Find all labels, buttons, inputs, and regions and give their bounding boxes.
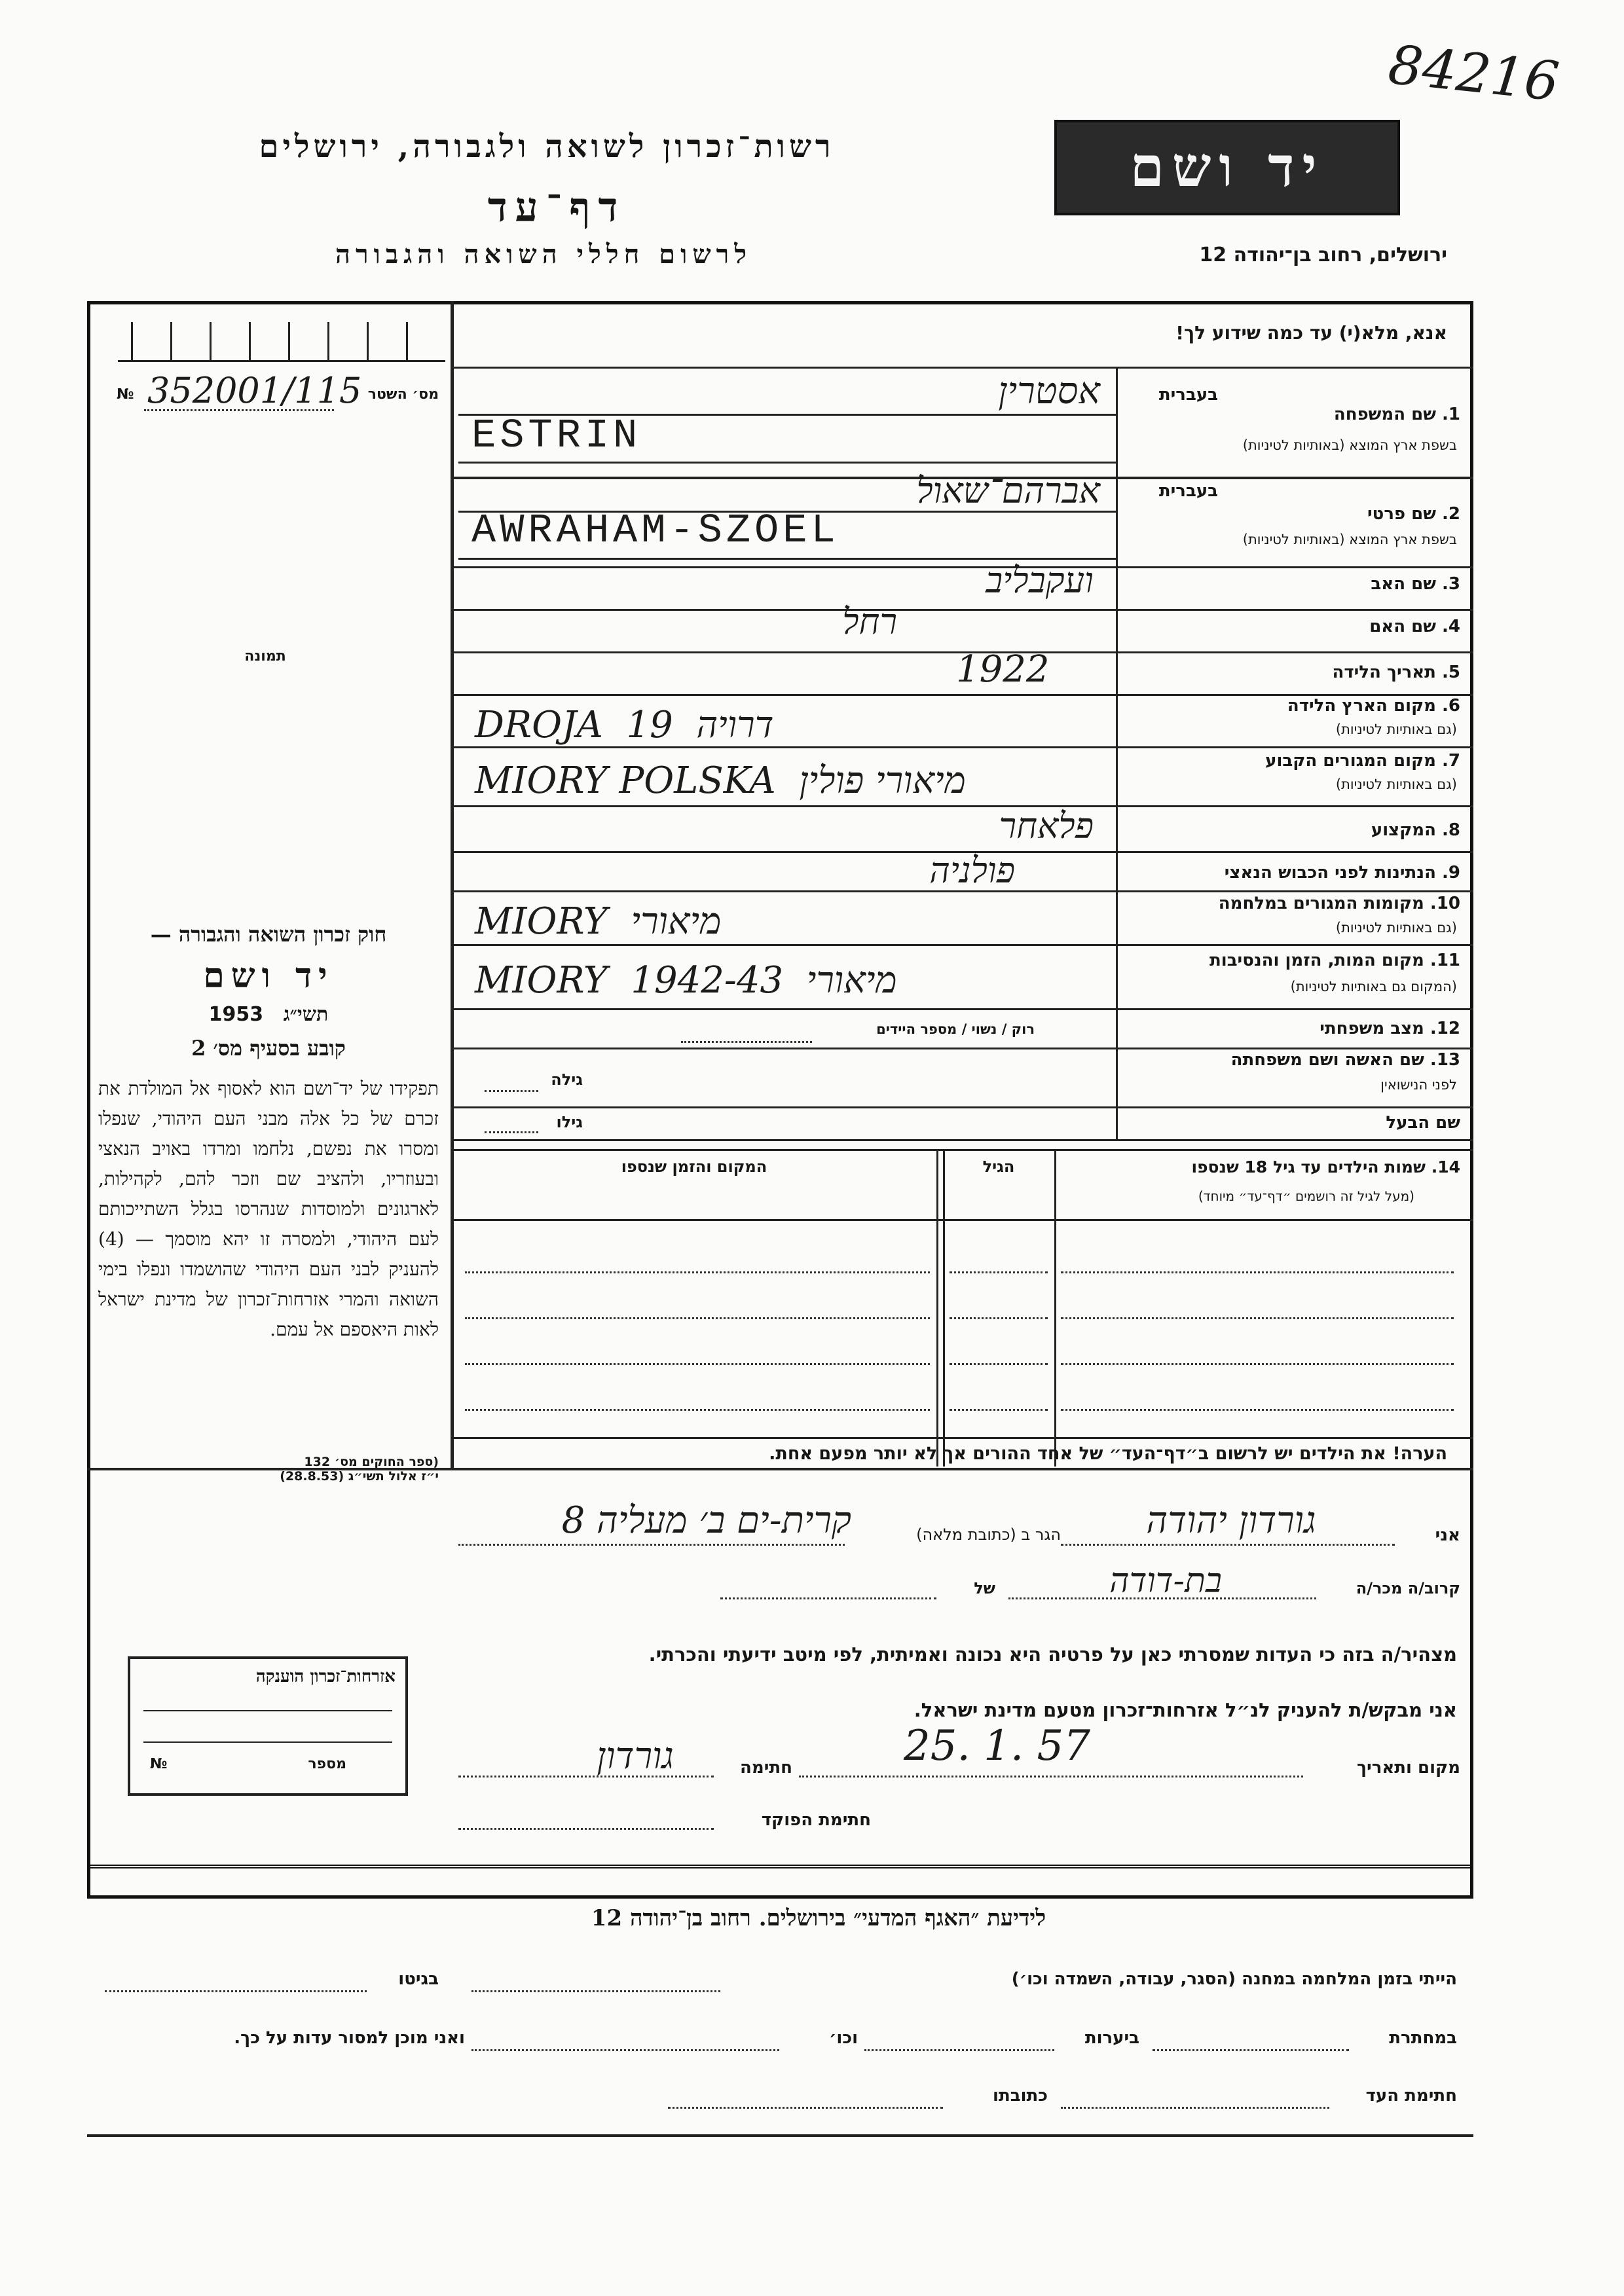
field-3-label [1126, 574, 1460, 594]
law-text: תפקידו של יד־ושם הוא לאסוף אל המולדת את זכרם של כל אלה מבני העם היהודי, שנפלו ומסרו את נפשם, נלחמו ומרדו באויב הנאצי ובעוזריו, ולהציב שם וזכר להם, לקהילות, לארגונים ולמוסדות שנהרסו בגלל השתייכותם לעם היהודי, ולמסרה זו יהא מוסמך — (4) להעניק לבני העם היהודי שהושמדו ונפלו בימי השואה והמרי אזרחות־זכרון של מדינת ישראל לאות היאספם אל עמם. [98, 1078, 439, 1340]
wife-age-label: גילה [551, 1070, 583, 1089]
field-1-number: 1. [1442, 405, 1460, 424]
field-1-label [1218, 405, 1460, 424]
field-3-number: 3. [1442, 574, 1460, 594]
field-2-hebrew-value: אברהם־שאול [916, 470, 1100, 511]
field-1-label-text: שם המשפחה [1333, 405, 1436, 424]
footer-forests-label: ביערות [1084, 2028, 1139, 2048]
field-11-number: 11. [1430, 951, 1460, 970]
field-7-label-text: מקום המגורים הקבוע [1265, 751, 1436, 771]
children-label-text: שמות הילדים עד גיל 18 שנספו [1191, 1157, 1426, 1176]
field-2-sub: בשפת ארץ המוצא (באותיות לטיניות) [1242, 532, 1457, 547]
field-12-label [1126, 1019, 1460, 1038]
rule [451, 1139, 1473, 1141]
statement: מצהיר/ה בזה כי העדות שמסרתי כאן על פרטיה היא נכונה ואמיתית, לפי מיטב ידיעתי והכרתי. [648, 1643, 1457, 1666]
field-10-label-text: מקומות המגורים במלחמה [1218, 894, 1424, 913]
law-year: 1953 [208, 1003, 264, 1026]
rule [451, 1106, 1473, 1108]
field-4-number: 4. [1442, 617, 1460, 636]
citizenship-box-label: אזרחות־זכרון הוענקה [255, 1667, 396, 1686]
footer-camp-label: הייתי בזמן המלחמה במחנה (הסגר, עבודה, השמדה וכו׳) [1011, 1969, 1457, 1989]
relation-of-label: של [974, 1579, 995, 1597]
declarant-label: אני [1435, 1525, 1460, 1545]
field-10-number: 10. [1430, 894, 1460, 913]
relation-label: קרוב/ה מכר/ה [1356, 1579, 1460, 1597]
field-13-label-text: שם האשה ושם משפחתה [1230, 1050, 1424, 1070]
law-section: קובע בסעיף מס׳ 2 [191, 1036, 346, 1061]
field-4-value: רחל [842, 601, 897, 642]
table-divider [1054, 1149, 1056, 1467]
relation-value: בת-דודה [1109, 1561, 1222, 1601]
field-5-label [1126, 663, 1460, 682]
citizenship-box [128, 1656, 408, 1796]
footer-title: לידיעת ״האגף המדעי״ בירושלים. רחוב בן־יהודה 12 [591, 1905, 1046, 1931]
archive-number: 84216 [1385, 33, 1562, 114]
children-age-col: הגיל [982, 1157, 1015, 1176]
husband-age-label: גילו [556, 1113, 583, 1131]
field-7-number: 7. [1442, 751, 1460, 771]
field-13-sub: לפני הנישואין [1380, 1077, 1457, 1093]
serial-number: 352001/115 [147, 370, 362, 411]
rule [451, 944, 1473, 946]
field-7-value: MIORY POLSKA מיאורי פולין [475, 759, 966, 802]
field-13-label [1126, 1050, 1460, 1070]
husband-label: שם הבעל [1386, 1113, 1460, 1133]
field-10-value: MIORY מיאורי [475, 900, 722, 943]
field-6-label-text: מקום הארץ הלידה [1287, 696, 1436, 716]
field-1-tag: בעברית [1158, 385, 1218, 405]
field-4-label-text: שם האם [1369, 617, 1436, 636]
form-title: דף־עד [487, 183, 626, 231]
resides-label: הגר ב (כתובת מלאה) [916, 1525, 1061, 1544]
field-8-number: 8. [1442, 820, 1460, 840]
field-10-sub: (גם באותיות לטיניות) [1335, 920, 1457, 936]
field-8-label [1126, 820, 1460, 840]
field-1-latin-value: ESTRIN [471, 412, 642, 459]
law-title: חוק זכרון השואה והגבורה — [150, 922, 387, 947]
footer-witness-signature-label: חתימת העד [1365, 2086, 1457, 2105]
law-year-row [92, 1003, 445, 1026]
field-2-label-text: שם פרטי [1367, 504, 1436, 524]
field-6-sub: (גם באותיות לטיניות) [1335, 721, 1457, 737]
place-date-label: מקום ותאריך [1357, 1758, 1460, 1777]
field-8-value: פלאחר [999, 805, 1094, 847]
rule [451, 1008, 1473, 1010]
instruction: אנא, מלא(י) עד כמה שידוע לך! [1175, 322, 1447, 344]
field-10-label [1126, 894, 1460, 913]
rule [451, 1437, 1473, 1439]
citizenship-request: אני מבקש/ת להעניק לנ״ל אזרחות־זכרון מטעם מדינת ישראל. [913, 1699, 1457, 1721]
serial-ticks [118, 322, 445, 361]
law-name: יד ושם [203, 956, 334, 996]
law-ref-line-1: (ספר החוקים מס׳ 132 [304, 1455, 439, 1469]
field-2-tag: בעברית [1158, 481, 1218, 501]
footer-address-label: כתובתו [993, 2086, 1048, 2105]
address-line: ירושלים, רחוב בן־יהודה 12 [1199, 244, 1447, 266]
field-5-number: 5. [1442, 663, 1460, 682]
footer-willing-label: ואני מוכן למסור עדות על כך. [234, 2028, 465, 2048]
address-value: קרית-ים ב׳ מעליה 8 [561, 1499, 851, 1542]
field-9-label-text: הנתינות לפני הכבוש הנאצי [1224, 863, 1436, 883]
field-12-number: 12. [1430, 1019, 1460, 1038]
law-year-heb: תשי״ג [283, 1003, 329, 1026]
rule [451, 367, 1473, 369]
field-2-label [1218, 504, 1460, 524]
field-2-number: 2. [1442, 504, 1460, 524]
signature-value: גורדון [597, 1735, 674, 1777]
field-7-sub: (גם באותיות לטיניות) [1335, 776, 1457, 792]
officer-signature-label: חתימת הפוקד [761, 1810, 871, 1830]
field-11-label [1126, 951, 1460, 970]
rule [451, 1149, 1473, 1151]
field-11-sub: (המקום גם באותיות לטיניות) [1290, 979, 1457, 994]
field-11-value: MIORY 1942-43 מיאורי [475, 959, 897, 1002]
rule [87, 2134, 1473, 2137]
field-1-hebrew-value: אסטרין [998, 370, 1100, 412]
logo-text: יד ושם [1130, 134, 1325, 199]
field-12-hint: רוק / נשוי / מספר היידים [876, 1021, 1035, 1037]
field-4-label [1126, 617, 1460, 636]
serial-label: מס׳ השטר [367, 386, 439, 403]
signature-label: חתימה [740, 1758, 792, 1777]
footer-underground-label: במחתרת [1389, 2028, 1457, 2048]
field-13-number: 13. [1430, 1050, 1460, 1070]
footer-separator [87, 1865, 1473, 1868]
photo-label: תמונה [244, 648, 286, 665]
rule [451, 1219, 1473, 1221]
field-7-label [1126, 751, 1460, 771]
footer-ghetto-label: בגיטו [398, 1969, 439, 1989]
field-6-label [1126, 696, 1460, 716]
table-divider [943, 1149, 945, 1467]
children-place-col: המקום והזמן שנספו [621, 1157, 767, 1176]
children-number: 14. [1431, 1157, 1460, 1176]
rule [87, 1468, 1473, 1470]
children-note: הערה! את הילדים יש לרשום ב״דף־העד״ של אחד ההורים אך לא יותר מפעם אחת. [769, 1444, 1447, 1464]
law-ref-line-2: י״ז אלול תשי״ג (28.8.53) [280, 1469, 439, 1484]
table-divider [936, 1149, 938, 1467]
children-label [1061, 1157, 1460, 1176]
serial-prefix: № [117, 386, 134, 403]
authority-name: רשות־זכרון לשואה ולגבורה, ירושלים [259, 128, 835, 165]
rule [451, 609, 1473, 611]
date-value: 25. 1. 57 [904, 1722, 1090, 1770]
field-9-number: 9. [1442, 863, 1460, 883]
children-sub: (מעל לגיל זה רושמים ״דף־עד״ מיוחד) [1198, 1188, 1414, 1204]
declarant-name: גורדון יהודה [1146, 1499, 1316, 1542]
citizenship-number-label: מספר [308, 1756, 346, 1772]
field-9-value: פולניה [929, 850, 1015, 891]
label-divider [1116, 367, 1118, 1139]
field-6-number: 6. [1442, 696, 1460, 716]
field-3-label-text: שם האב [1371, 574, 1436, 594]
field-1-sub: בשפת ארץ המוצא (באותיות לטיניות) [1242, 437, 1457, 453]
rule [451, 1048, 1473, 1049]
rule [451, 746, 1473, 748]
footer-etc-label: וכו׳ [828, 2028, 858, 2048]
field-8-label-text: המקצוע [1371, 820, 1436, 840]
field-11-label-text: מקום המות, הזמן והנסיבות [1209, 951, 1424, 970]
yad-vashem-logo [1054, 120, 1400, 215]
field-5-label-text: תאריך הלידה [1332, 663, 1436, 682]
form-subtitle: לרשום חללי השואה והגבורה [335, 239, 752, 270]
field-3-value: ועקבליב [986, 560, 1094, 601]
field-6-value: DROJA דרויה 19 [475, 704, 774, 746]
rule [458, 462, 1116, 464]
field-5-value: 1922 [956, 648, 1050, 691]
field-2-latin-value: AWRAHAM-SZOEL [471, 507, 840, 554]
citizenship-number-prefix: № [150, 1756, 168, 1772]
field-12-label-text: מצב משפחתי [1320, 1019, 1424, 1038]
field-9-label [1126, 863, 1460, 883]
